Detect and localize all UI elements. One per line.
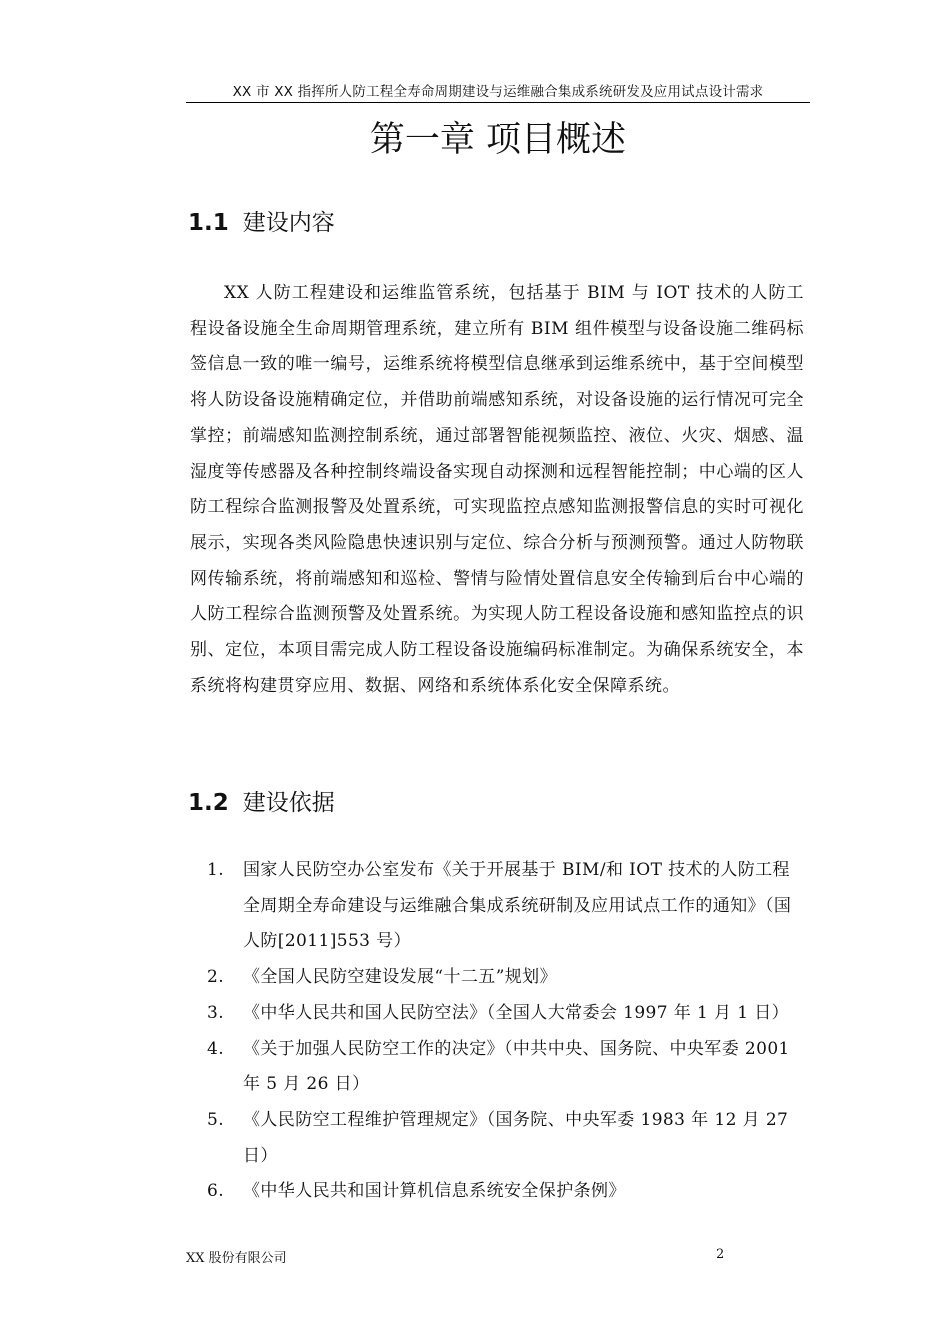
- list-item-text: 《关于加强人民防空工作的决定》（中共中央、国务院、中央军委 2001 年 5 月 26 日）: [243, 1038, 790, 1095]
- section-title: 建设内容: [242, 210, 335, 236]
- page-number: 2: [716, 1247, 725, 1262]
- list-item-number: 5.: [207, 1109, 225, 1130]
- list-item-number: 2.: [207, 967, 225, 988]
- reference-list: [190, 853, 804, 1210]
- list-item-text: 《中华人民共和国人民防空法》（全国人大常委会 1997 年 1 月 1 日）: [243, 1002, 790, 1023]
- list-item-number: 6.: [207, 1181, 225, 1202]
- list-item-number: 1.: [207, 860, 225, 880]
- list-item-text: 《人民防空工程维护管理规定》（国务院、中央军委 1983 年 12 月 27 日）: [243, 1109, 789, 1166]
- list-item: [190, 1174, 804, 1210]
- list-item: [190, 1103, 804, 1174]
- chapter-title: 第一章 项目概述: [369, 120, 627, 160]
- section-body-paragraph: XX 人防工程建设和运维监管系统，包括基于 BIM 与 IOT 技术的人防工程设备设施全生命周期管理系统，建立所有 BIM 组件模型与设备设施二维码标签信息一致的唯一编号，运维系统将模型信息继承到运维系统中，基于空间模型将人防设备设施精确定位，并借助前端感知系统，对设备设施的运行情况可完全掌控；前端感知监测控制系统，通过部署智能视频监控、液位、火灾、烟感、温湿度等传感器及各种控制终端设备实现自动探测和远程智能控制；中心端的区人防工程综合监测报警及处置系统，可实现监控点感知监测报警信息的实时可视化展示，实现各类风险隐患快速识别与定位、综合分析与预测预警。通过人防物联网传输系统，将前端感知和巡检、警情与险情处置信息安全传输到后台中心端的人防工程综合监测预警及处置系统。为实现人防工程设备设施和感知监控点的识别、定位，本项目需完成人防工程设备设施编码标准制定。为确保系统安全，本系统将构建贯穿应用、数据、网络和系统体系化安全保障系统。: [190, 283, 804, 696]
- section-number: 1.1: [188, 210, 229, 236]
- section-heading-1-1: [188, 207, 335, 239]
- list-item-text: 国家人民防空办公室发布《关于开展基于 BIM/和 IOT 技术的人防工程全周期全寿命建设与运维融合集成系统研制及应用试点工作的通知》（国人防[2011]553 号）: [243, 860, 792, 952]
- footer-company: XX 股份有限公司: [186, 1251, 287, 1266]
- running-header: XX 市 XX 指挥所人防工程全寿命周期建设与运维融合集成系统研发及应用试点设计需求: [232, 84, 764, 100]
- list-item: [190, 996, 804, 1032]
- header-rule: [186, 102, 810, 103]
- list-item: [190, 1032, 804, 1103]
- section-number: 1.2: [188, 790, 229, 816]
- list-item-text: 《全国人民防空建设发展“十二五”规划》: [243, 967, 557, 988]
- list-item-number: 4.: [207, 1038, 225, 1059]
- section-heading-1-2: [188, 787, 335, 819]
- list-item-number: 3.: [207, 1002, 225, 1023]
- list-item: [190, 960, 804, 996]
- section-title: 建设依据: [242, 790, 335, 816]
- list-item-text: 《中华人民共和国计算机信息系统安全保护条例》: [243, 1181, 626, 1202]
- list-item: [190, 853, 804, 960]
